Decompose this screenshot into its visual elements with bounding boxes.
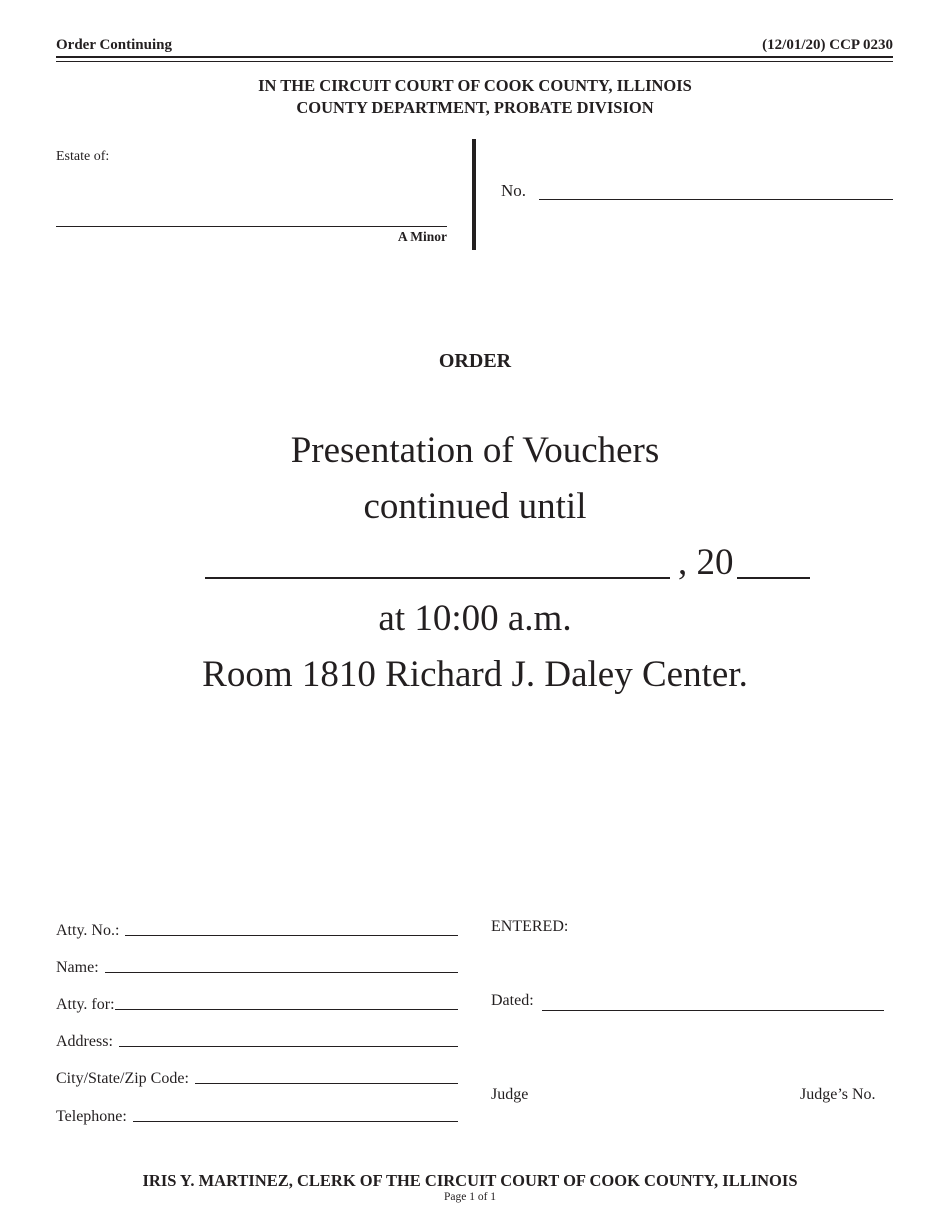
- case-number-input[interactable]: [539, 199, 893, 200]
- page-number: Page 1 of 1: [443, 1191, 497, 1203]
- telephone-label: Telephone:: [56, 1108, 127, 1125]
- year-prefix: , 20: [678, 542, 734, 583]
- estate-name-input[interactable]: [56, 226, 447, 227]
- form-code: (12/01/20) CCP 0230: [762, 37, 893, 53]
- court-division: COUNTY DEPARTMENT, PROBATE DIVISION: [296, 98, 654, 117]
- dated-label: Dated:: [491, 992, 534, 1009]
- city-state-zip-field[interactable]: [56, 1066, 458, 1088]
- address-field[interactable]: [56, 1029, 458, 1051]
- minor-label: A Minor: [397, 229, 447, 244]
- clerk-footer: IRIS Y. MARTINEZ, CLERK OF THE CIRCUIT COURT OF COOK COUNTY, ILLINOIS: [142, 1171, 798, 1190]
- telephone-field[interactable]: [56, 1104, 458, 1126]
- atty-no-field[interactable]: [56, 918, 458, 940]
- dated-input[interactable]: [542, 1010, 884, 1011]
- name-label: Name:: [56, 959, 99, 976]
- case-no-label: No.: [501, 181, 527, 200]
- city-state-zip-label: City/State/Zip Code:: [56, 1070, 189, 1087]
- name-field[interactable]: [56, 955, 458, 977]
- hearing-location: Room 1810 Richard J. Daley Center.: [202, 654, 748, 695]
- form-title: Order Continuing: [56, 37, 172, 53]
- hearing-time: at 10:00 a.m.: [378, 598, 572, 639]
- judge-label: Judge: [491, 1086, 529, 1103]
- order-heading: ORDER: [438, 350, 512, 372]
- continued-date-input[interactable]: [205, 577, 670, 579]
- address-label: Address:: [56, 1033, 113, 1050]
- atty-for-label: Atty. for:: [56, 996, 115, 1013]
- order-line-2: continued until: [363, 486, 587, 527]
- atty-no-label: Atty. No.:: [56, 922, 120, 939]
- year-input[interactable]: [737, 577, 810, 579]
- header-rule-thick: [56, 56, 893, 58]
- order-line-1: Presentation of Vouchers: [290, 430, 660, 471]
- judge-no-label: Judge’s No.: [800, 1086, 876, 1103]
- caption-divider: [472, 139, 476, 250]
- estate-label: Estate of:: [56, 149, 110, 164]
- entered-label: ENTERED:: [491, 918, 569, 935]
- header-rule-thin: [56, 61, 893, 62]
- court-name: IN THE CIRCUIT COURT OF COOK COUNTY, ILLINOIS: [258, 76, 692, 95]
- atty-for-field[interactable]: [56, 992, 458, 1014]
